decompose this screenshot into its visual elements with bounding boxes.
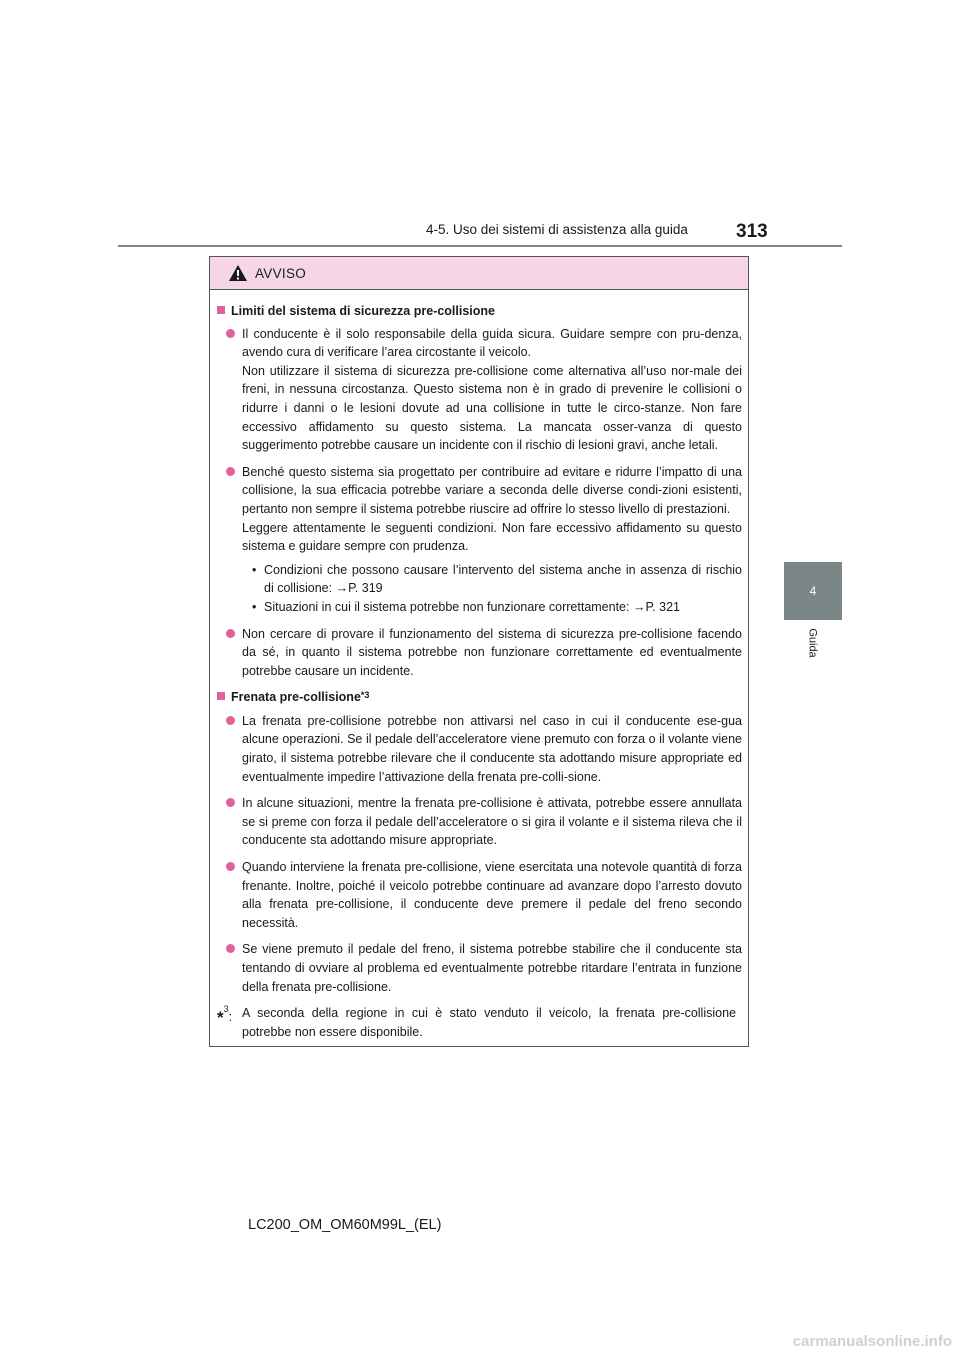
paragraph: Benché questo sistema sia progettato per contribuire ad evitare e ridurre l’impatto di una collisione, la sua efficacia potrebbe variare a seconda delle diverse condi-zioni esistenti, pertanto non sempre il sistema potrebbe riuscire ad offrire lo stesso livello di prestazioni. — [242, 464, 742, 516]
cross-reference-link[interactable]: Situazioni in cui il sistema potrebbe non funzionare correttamente: →P. 321 — [264, 599, 680, 614]
warning-header — [210, 257, 748, 290]
watermark: carmanualsonline.info — [792, 1333, 952, 1350]
warning-title: AVVISO — [255, 265, 307, 281]
sub-list-item[interactable] — [242, 561, 742, 598]
list-item — [217, 325, 742, 455]
warning-body — [210, 290, 748, 1041]
sub-list-item[interactable] — [242, 598, 742, 617]
cross-reference-link[interactable]: Condizioni che possono causare l’intervento del sistema anche in assenza di rischio di collisione: →P. 319 — [264, 562, 742, 596]
footnote — [217, 1004, 742, 1041]
paragraph: Leggere attentamente le seguenti condizioni. Non fare eccessivo affidamento su questo sistema e guidare sempre con prudenza. — [242, 520, 742, 554]
sub-bullet-mark: • — [252, 562, 257, 577]
chapter-label — [784, 618, 842, 668]
paragraph: Non utilizzare il sistema di sicurezza pre-collisione come alternativa all’uso nor-male dei freni, in nessuna circostanza. Questo sistema non è in grado di prevenire le collisioni o ridurre i danni o le lesioni dovute ad una collisione in tutte le circo-stanze. Non fare eccessivo affidamento su questo sistema. La mancata osser-vanza di questo suggerimento potrebbe causare un incidente con il rischio di lesioni gravi, anche letali. — [242, 363, 742, 453]
footnote-mark: *$^3$: — [217, 1004, 233, 1028]
list-item — [217, 625, 742, 681]
section-heading-text: Frenata pre-collisione — [231, 690, 361, 705]
paragraph: Il conducente è il solo responsabile della guida sicura. Guidare sempre con pru-denza, avendo cura di verificare l’area circostante il veicolo. — [242, 326, 742, 360]
circle-bullet-icon — [226, 944, 235, 953]
paragraph: In alcune situazioni, mentre la frenata pre-collisione è attivata, potrebbe essere annullata se si preme con forza il pedale dell’acceleratore o si gira il volante e il sistema rileva che il conducente sta adottando misure appropriate. — [242, 796, 742, 848]
section-heading — [217, 302, 742, 321]
section-heading-text: Limiti del sistema di sicurezza pre-collisione — [231, 304, 495, 318]
footnote-ref: *3 — [360, 690, 370, 701]
section-title: 4-5. Uso dei sistemi di assistenza alla guida — [426, 222, 688, 237]
warning-triangle-icon — [228, 264, 248, 282]
document-code: LC200_OM_OM60M99L_(EL) — [248, 1217, 442, 1233]
section-heading — [217, 688, 742, 708]
circle-bullet-icon — [226, 716, 235, 725]
circle-bullet-icon — [226, 467, 235, 476]
paragraph: La frenata pre-collisione potrebbe non attivarsi nel caso in cui il conducente ese-gua alcune operazioni. Se il pedale dell’acceleratore viene premuto con forza o il volante viene girato, il sistema potrebbe rilevare che il conducente sta adottando misure appropriate ed eventualmente impedire l’attivazione della frenata pre-colli-sione. — [242, 713, 742, 784]
paragraph: Se viene premuto il pedale del freno, il sistema potrebbe stabilire che il conducente sta tentando di ovviare al problema ed eventualmente potrebbe ritardare l’entrata in funzione della frenata pre-collisione. — [242, 942, 742, 994]
list-item — [217, 940, 742, 996]
list-item — [217, 463, 742, 617]
chapter-label-text: Guida — [806, 628, 819, 658]
sub-bullet-mark: • — [252, 599, 257, 614]
page-number: 313 — [736, 221, 768, 242]
square-bullet-icon — [217, 692, 225, 700]
list-item — [217, 712, 742, 786]
header-rule — [118, 245, 842, 247]
warning-box — [209, 256, 749, 1047]
circle-bullet-icon — [226, 862, 235, 871]
list-item — [217, 794, 742, 850]
square-bullet-icon — [217, 306, 225, 314]
footnote-text: A seconda della regione in cui è stato venduto il veicolo, la frenata pre-collisione potrebbe non essere disponibile. — [242, 1006, 736, 1039]
chapter-number: 4 — [809, 584, 817, 598]
circle-bullet-icon — [226, 629, 235, 638]
circle-bullet-icon — [226, 329, 235, 338]
paragraph: Quando interviene la frenata pre-collisione, viene esercitata una notevole quantità di forza frenante. Inoltre, poiché il veicolo potrebbe continuare ad avanzare dopo l’arresto dovuto alla frenata pre-collisione, il conducente deve premere il pedale del freno secondo necessità. — [242, 860, 742, 930]
circle-bullet-icon — [226, 798, 235, 807]
list-item — [217, 858, 742, 932]
paragraph: Non cercare di provare il funzionamento del sistema di sicurezza pre-collisione facendo da sé, in quanto il sistema potrebbe non funzionare correttamente ed eventualmente potrebbe causare un incidente. — [242, 626, 742, 678]
chapter-tab[interactable] — [784, 562, 842, 620]
